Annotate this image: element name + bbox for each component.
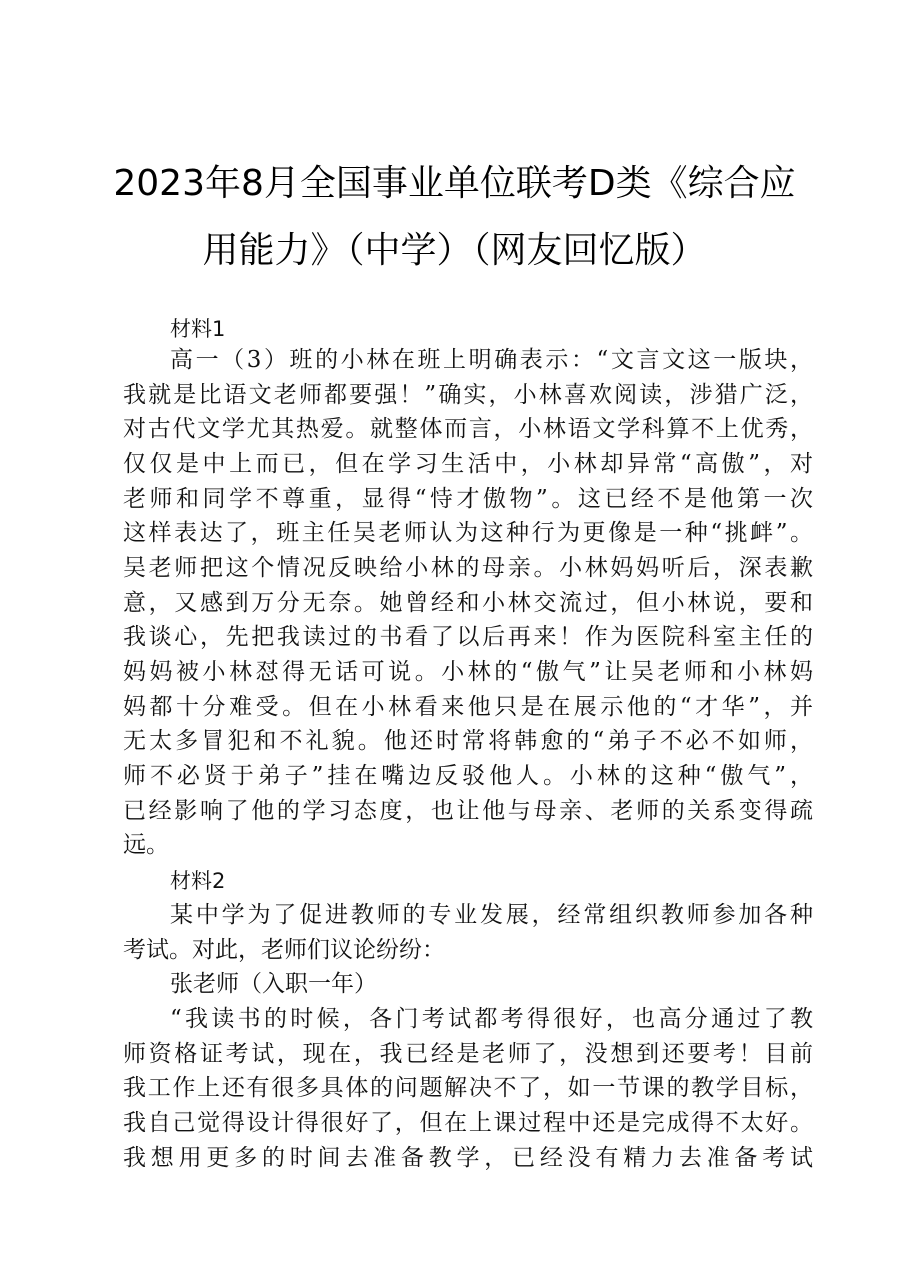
material-1-line: 我就是比语文老师都要强！”确实，小林喜欢阅读，涉猎广泛， bbox=[123, 382, 813, 408]
material-1-label: 材料1 bbox=[170, 317, 226, 341]
material-1-line: 妈妈被小林怼得无话可说。小林的“傲气”让吴老师和小林妈 bbox=[123, 659, 813, 685]
quote-line: 师资格证考试，现在，我已经是老师了，没想到还要考！目前 bbox=[123, 1041, 813, 1067]
document-title-line-2: 用能力》（中学）（网友回忆版） bbox=[202, 230, 707, 271]
material-1-line: 已经影响了他的学习态度，也让他与母亲、老师的关系变得疏 bbox=[123, 798, 813, 824]
material-1-line: 无太多冒犯和不礼貌。他还时常将韩愈的“弟子不必不如师， bbox=[123, 728, 813, 754]
document-title-line-1: 2023年8月全国事业单位联考D类《综合应 bbox=[113, 163, 796, 204]
material-1-line: 意，又感到万分无奈。她曾经和小林交流过，但小林说，要和 bbox=[123, 590, 813, 616]
material-1-line: 师不必贤于弟子”挂在嘴边反驳他人。小林的这种“傲气”， bbox=[123, 763, 813, 789]
material-1-line: 高一（3）班的小林在班上明确表示：“文言文这一版块， bbox=[170, 347, 813, 373]
material-2-line: 考试。对此，老师们议论纷纷： bbox=[123, 937, 445, 963]
material-1-line: 远。 bbox=[123, 832, 169, 858]
material-2-line: 某中学为了促进教师的专业发展，经常组织教师参加各种 bbox=[170, 902, 813, 928]
material-2-label: 材料2 bbox=[170, 869, 226, 893]
material-1-line: 妈都十分难受。但在小林看来他只是在展示他的“才华”，并 bbox=[123, 694, 813, 720]
quote-line: 我想用更多的时间去准备教学，已经没有精力去准备考试 bbox=[123, 1145, 813, 1171]
material-1-line: 老师和同学不尊重，显得“恃才傲物”。这已经不是他第一次 bbox=[123, 486, 813, 512]
quote-line: “我读书的时候，各门考试都考得很好，也高分通过了教 bbox=[170, 1006, 813, 1032]
material-1-line: 对古代文学尤其热爱。就整体而言，小林语文学科算不上优秀， bbox=[123, 416, 813, 442]
quote-line: 我工作上还有很多具体的问题解决不了，如一节课的教学目标， bbox=[123, 1075, 813, 1101]
quote-line: 我自己觉得设计得很好了，但在上课过程中还是完成得不太好。 bbox=[123, 1110, 813, 1136]
material-1-line: 我谈心，先把我读过的书看了以后再来！作为医院科室主任的 bbox=[123, 624, 813, 650]
material-1-line: 仅仅是中上而已，但在学习生活中，小林却异常“高傲”，对 bbox=[123, 451, 813, 477]
speaker-label: 张老师（入职一年） bbox=[170, 971, 377, 997]
material-1-line: 这样表达了，班主任吴老师认为这种行为更像是一种“挑衅”。 bbox=[123, 520, 813, 546]
material-1-line: 吴老师把这个情况反映给小林的母亲。小林妈妈听后，深表歉 bbox=[123, 555, 813, 581]
